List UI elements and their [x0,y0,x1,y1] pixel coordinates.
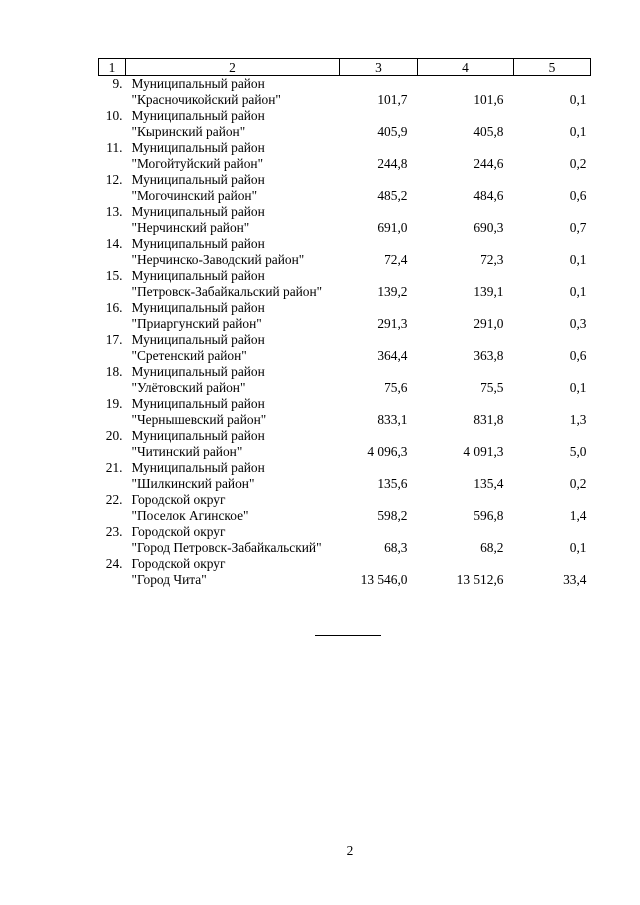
row-name [126,300,340,332]
row-name-title: "Шилкинский район" [131,476,255,491]
row-name [126,460,340,492]
row-name-title: "Кыринский район" [131,124,246,139]
row-value-col4: 831,8 [473,412,504,427]
row-number: 11. [106,140,123,155]
budget-table [98,58,591,588]
page-number: 2 [346,843,354,858]
header-col-5: 5 [514,59,591,76]
row-value-col3: 13 546,0 [360,572,408,587]
row-value-col5: 0,2 [569,476,587,491]
row-name-title: "Сретенский район" [131,348,247,363]
table-row [99,460,591,492]
row-number: 17. [105,332,123,347]
table-row [99,556,591,588]
row-number: 22. [105,492,123,507]
row-value-col4: 68,2 [480,540,504,555]
row-value-col5: 0,1 [569,124,587,139]
row-name-type: Муниципальный район [131,140,265,155]
table-row [99,236,591,268]
row-value-col3: 833,1 [377,412,408,427]
row-value-col4: 484,6 [473,188,504,203]
row-name-title: "Нерчинский район" [131,220,250,235]
row-value-col5: 0,1 [569,284,587,299]
row-name-type: Муниципальный район [131,76,265,91]
row-value-col5: 5,0 [569,444,587,459]
row-name [126,236,340,268]
table-row [99,364,591,396]
row-name-title: "Поселок Агинское" [131,508,249,523]
row-name-type: Муниципальный район [131,268,265,283]
row-value-col4: 690,3 [473,220,504,235]
table-row [99,300,591,332]
row-number: 10. [105,108,123,123]
row-number: 19. [105,396,123,411]
row-number: 21. [105,460,123,475]
row-name-title: "Красночикойский район" [131,92,281,107]
row-name-type: Муниципальный район [131,428,265,443]
row-value-col4: 596,8 [473,508,504,523]
row-value-col4: 244,6 [473,156,504,171]
table-row [99,76,591,109]
row-value-col4: 13 512,6 [456,572,504,587]
header-row [99,59,591,76]
row-value-col5: 0,3 [569,316,587,331]
row-name [126,204,340,236]
row-name [126,492,340,524]
row-name-title: "Нерчинско-Заводский район" [131,252,305,267]
row-name [126,108,340,140]
row-name [126,172,340,204]
header-col-2: 2 [126,59,340,76]
row-value-col5: 1,3 [569,412,587,427]
row-value-col5: 0,1 [569,252,587,267]
row-value-col3: 244,8 [377,156,408,171]
table-header [99,59,591,76]
row-name-title: "Город Чита" [131,572,207,587]
row-value-col4: 75,5 [480,380,504,395]
row-name-title: "Город Петровск-Забайкальский" [131,540,322,555]
row-value-col3: 101,7 [377,92,408,107]
row-number: 18. [105,364,123,379]
row-number: 15. [105,268,123,283]
row-name-type: Муниципальный район [131,108,265,123]
row-value-col3: 691,0 [377,220,408,235]
table-row [99,332,591,364]
row-name-title: "Улётовский район" [131,380,246,395]
row-value-col5: 0,6 [569,188,587,203]
row-name [126,428,340,460]
row-value-col4: 135,4 [473,476,504,491]
row-name-type: Муниципальный район [131,364,265,379]
row-name-type: Городской округ [131,524,226,539]
table-body [99,76,591,589]
table-row [99,268,591,300]
header-col-4: 4 [418,59,514,76]
row-value-col3: 291,3 [377,316,408,331]
row-value-col5: 0,6 [569,348,587,363]
row-number: 12. [105,172,123,187]
row-value-col3: 135,6 [377,476,408,491]
end-divider-line [315,635,381,636]
row-value-col5: 0,1 [569,540,587,555]
row-value-col5: 33,4 [563,572,587,587]
row-name-title: "Читинский район" [131,444,243,459]
row-value-col3: 68,3 [384,540,408,555]
row-value-col5: 0,7 [569,220,587,235]
row-value-col3: 72,4 [384,252,408,267]
row-number: 14. [105,236,123,251]
table-row [99,524,591,556]
row-number: 16. [105,300,123,315]
row-number: 23. [105,524,123,539]
row-value-col5: 0,2 [569,156,587,171]
row-name-title: "Чернышевский район" [131,412,267,427]
row-value-col3: 75,6 [384,380,408,395]
row-name-type: Городской округ [131,556,226,571]
row-name [126,524,340,556]
row-name-title: "Могочинский район" [131,188,258,203]
row-name-type: Муниципальный район [131,236,265,251]
table-row [99,140,591,172]
table-row [99,396,591,428]
row-value-col5: 0,1 [569,380,587,395]
row-name-type: Городской округ [131,492,226,507]
row-number: 24. [105,556,123,571]
row-number: 20. [105,428,123,443]
row-number: 9. [112,76,123,91]
row-value-col4: 101,6 [473,92,504,107]
row-name [126,556,340,588]
row-value-col5: 0,1 [569,92,587,107]
row-name [126,140,340,172]
row-name [126,268,340,300]
row-name-title: "Приаргунский район" [131,316,262,331]
row-name [126,76,340,109]
table-row [99,204,591,236]
row-value-col3: 139,2 [377,284,408,299]
header-col-3: 3 [340,59,418,76]
table-row [99,108,591,140]
table-row [99,428,591,460]
row-value-col4: 72,3 [480,252,504,267]
table-row [99,492,591,524]
row-name-type: Муниципальный район [131,460,265,475]
row-value-col4: 4 091,3 [463,444,504,459]
table-row [99,172,591,204]
row-value-col4: 363,8 [473,348,504,363]
row-name-title: "Могойтуйский район" [131,156,264,171]
row-name [126,364,340,396]
row-name-type: Муниципальный район [131,396,265,411]
row-value-col3: 598,2 [377,508,408,523]
header-col-1: 1 [99,59,126,76]
row-value-col4: 291,0 [473,316,504,331]
row-number: 13. [105,204,123,219]
row-name-title: "Петровск-Забайкальский район" [131,284,323,299]
row-value-col3: 364,4 [377,348,408,363]
row-name-type: Муниципальный район [131,172,265,187]
row-name [126,396,340,428]
row-value-col5: 1,4 [569,508,587,523]
row-name-type: Муниципальный район [131,204,265,219]
row-value-col3: 405,9 [377,124,408,139]
row-value-col4: 139,1 [473,284,504,299]
row-value-col4: 405,8 [473,124,504,139]
row-name-type: Муниципальный район [131,332,265,347]
row-name-type: Муниципальный район [131,300,265,315]
row-value-col3: 485,2 [377,188,408,203]
row-value-col3: 4 096,3 [367,444,408,459]
row-name [126,332,340,364]
